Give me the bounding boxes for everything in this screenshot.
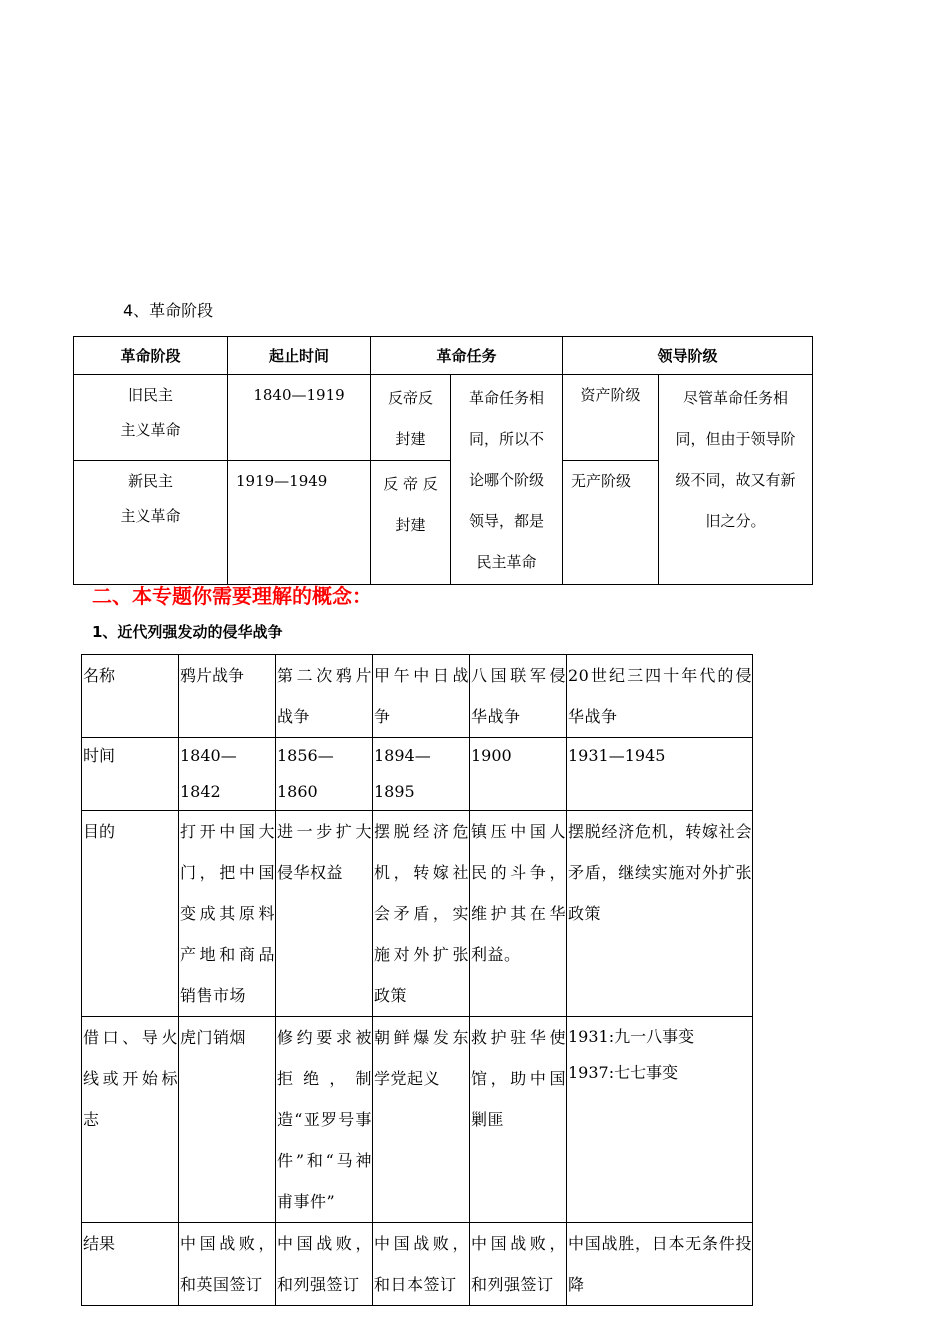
task-note: 革命任务相 同，所以不 论哪个阶级 领导，都是 民主革命: [451, 375, 563, 585]
invasion-wars-table: [81, 654, 753, 1306]
table-cell: 1856—1860: [276, 738, 373, 811]
leader-note: 尽管革命任务相 同，但由于领导阶 级不同，故又有新 旧之分。: [659, 375, 813, 585]
table-row: [82, 738, 753, 811]
war-eight-nation: 八国联军侵华战争: [470, 655, 567, 738]
row-label-result: 结果: [82, 1223, 179, 1306]
war-second-opium: 第二次鸦片战争: [276, 655, 373, 738]
table-cell: 镇压中国人民的斗争，维护其在华利益。: [470, 811, 567, 1017]
task-new: 反 帝 反 封建: [371, 461, 451, 585]
section-heading: 二、本专题你需要理解的概念：: [92, 584, 372, 608]
table-row: [74, 375, 813, 461]
table-cell: 1931:九一八事变 1937:七七事变: [567, 1017, 753, 1223]
row-label-pretext: 借口、导火线或开始标志: [82, 1017, 179, 1223]
subsection-heading: 1、近代列强发动的侵华战争: [92, 623, 283, 641]
war-1930s-40s: 20世纪三四十年代的侵华战争: [567, 655, 753, 738]
stage-new: 新民主 主义革命: [74, 461, 228, 585]
task-old: 反帝反 封建: [371, 375, 451, 461]
section-title: 4、革命阶段: [123, 301, 214, 320]
row-label-time: 时间: [82, 738, 179, 811]
table-cell: 摆脱经济危机，转嫁社会矛盾，继续实施对外扩张政策: [567, 811, 753, 1017]
revolution-stage-table: [73, 336, 813, 585]
table-row: [82, 811, 753, 1017]
table-cell: 1900: [470, 738, 567, 811]
table-cell: 虎门销烟: [179, 1017, 276, 1223]
table-cell: 中国战败，和列强签订: [470, 1223, 567, 1306]
table-cell: 1840—1842: [179, 738, 276, 811]
table-cell: 打开中国大门，把中国变成其原料产地和商品销售市场: [179, 811, 276, 1017]
war-sino-japanese: 甲午中日战争: [373, 655, 470, 738]
header-task: 革命任务: [371, 337, 563, 375]
table-cell: 救护驻华使馆，助中国剿匪: [470, 1017, 567, 1223]
header-stage: 革命阶段: [74, 337, 228, 375]
header-leader: 领导阶级: [563, 337, 813, 375]
row-label-purpose: 目的: [82, 811, 179, 1017]
period-old: 1840—1919: [228, 375, 371, 461]
table-row: [82, 655, 753, 738]
header-period: 起止时间: [228, 337, 371, 375]
table-cell: 1894—1895: [373, 738, 470, 811]
table-cell: 中国战败，和英国签订: [179, 1223, 276, 1306]
table-cell: 朝鲜爆发东学党起义: [373, 1017, 470, 1223]
table-cell: 1931—1945: [567, 738, 753, 811]
table-cell: 摆脱经济危机，转嫁社会矛盾，实施对外扩张政策: [373, 811, 470, 1017]
table-cell: 中国战败，和日本签订: [373, 1223, 470, 1306]
leader-new: 无产阶级: [563, 461, 659, 585]
leader-old: 资产阶级: [563, 375, 659, 461]
war-opium: 鸦片战争: [179, 655, 276, 738]
table-row: [82, 1017, 753, 1223]
table-header-row: [74, 337, 813, 375]
period-new: 1919—1949: [228, 461, 371, 585]
table-cell: 中国战胜，日本无条件投降: [567, 1223, 753, 1306]
table-cell: 中国战败，和列强签订: [276, 1223, 373, 1306]
row-label-name: 名称: [82, 655, 179, 738]
table-cell: 进一步扩大侵华权益: [276, 811, 373, 1017]
table-cell: 修约要求被拒绝，制造“亚罗号事件”和“马神甫事件”: [276, 1017, 373, 1223]
stage-old: 旧民主 主义革命: [74, 375, 228, 461]
table-row: [82, 1223, 753, 1306]
